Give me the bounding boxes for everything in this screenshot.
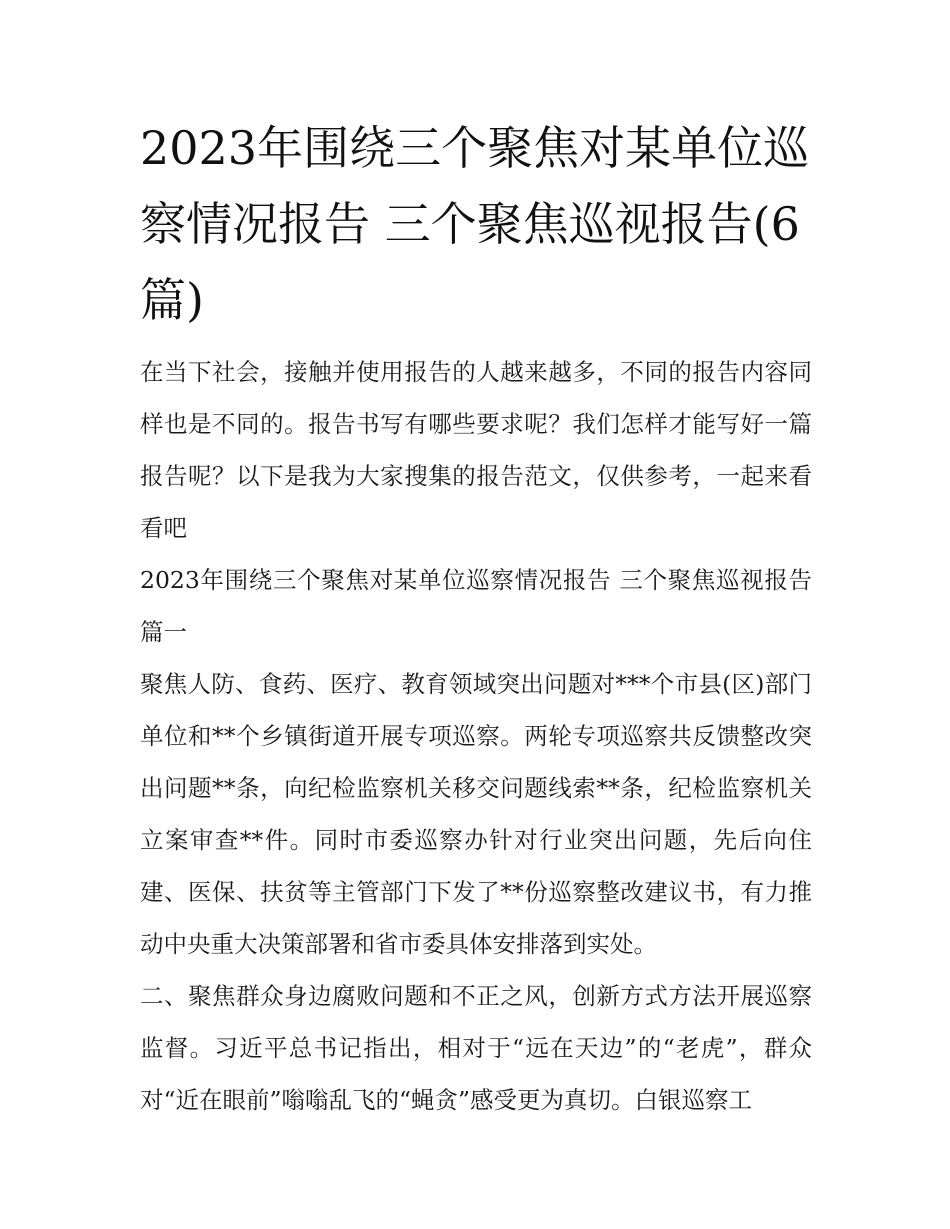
- body-paragraph: 二、聚焦群众身边腐败问题和不正之风，创新方式方法开展巡察监督。习近平总书记指出，相对于“远在天边”的“老虎”，群众对“近在眼前”嗡嗡乱飞的“蝇贪”感受更为真切。白银巡察工: [140, 982, 812, 1114]
- body-paragraph: 聚焦人防、食药、医疗、教育领域突出问题对***个市县(区)部门单位和**个乡镇街道开展专项巡察。两轮专项巡察共反馈整改突出问题**条，向纪检监察机关移交问题线索**条，纪检监察机关立案审查**件。同时市委巡察办针对行业突出问题，先后向住建、医保、扶贫等主管部门下发了**份巡察整改建议书，有力推动中央重大决策部署和省市委具体安排落到实处。: [140, 670, 812, 958]
- document-page: [140, 110, 812, 1126]
- document-title: 2023年围绕三个聚焦对某单位巡察情况报告 三个聚焦巡视报告(6篇): [140, 121, 810, 327]
- intro-paragraph: 在当下社会，接触并使用报告的人越来越多，不同的报告内容同样也是不同的。报告书写有哪些要求呢？我们怎样才能写好一篇报告呢？以下是我为大家搜集的报告范文，仅供参考，一起来看看吧: [140, 358, 812, 542]
- section-heading: 2023年围绕三个聚焦对某单位巡察情况报告 三个聚焦巡视报告篇一: [140, 566, 812, 646]
